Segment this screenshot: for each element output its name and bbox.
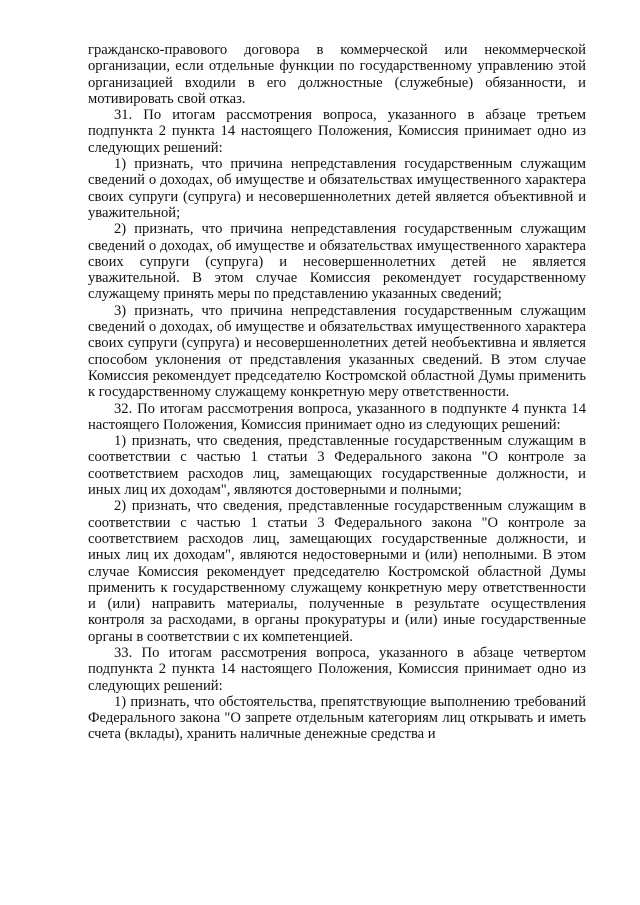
document-body <box>88 42 586 743</box>
paragraph-31-item-1: 1) признать, что причина непредставления государственным служащим сведений о доходах, об имуществе и обязательствах имущественного характера своих супруги (супруга) и несовершеннолетних детей является объективной и уважительной; <box>88 156 586 221</box>
paragraph-continuation: гражданско-правового договора в коммерческой или некоммерческой организации, если отдельные функции по государственному управлению этой организацией входили в его должностные (служебные) обязанности, и мотивировать свой отказ. <box>88 42 586 107</box>
paragraph-31-item-2: 2) признать, что причина непредставления государственным служащим сведений о доходах, об имуществе и обязательствах имущественного характера своих супруги (супруга) и несовершеннолетних детей не является уважительной. В этом случае Комиссия рекомендует государственному служащему принять меры по представлению указанных сведений; <box>88 221 586 303</box>
paragraph-32-item-2: 2) признать, что сведения, представленные государственным служащим в соответствии с частью 1 статьи 3 Федерального закона "О контроле за соответствием расходов лиц, замещающих государственные должности, и иных лиц их доходам", являются недостоверными и (или) неполными. В этом случае Комиссия рекомендует председателю Костромской областной Думы применить к государственному служащему конкретную меру ответственности и (или) направить материалы, полученные в результате осуществления контроля за расходами, в органы прокуратуры и (или) иные государственные органы в соответствии с их компетенцией. <box>88 498 586 645</box>
paragraph-32-item-1: 1) признать, что сведения, представленные государственным служащим в соответствии с частью 1 статьи 3 Федерального закона "О контроле за соответствием расходов лиц, замещающих государственные должности, и иных лиц их доходам", являются достоверными и полными; <box>88 433 586 499</box>
paragraph-33-item-1: 1) признать, что обстоятельства, препятствующие выполнению требований Федерального закона "О запрете отдельным категориям лиц открывать и иметь счета (вклады), хранить наличные денежные средства и <box>88 693 586 743</box>
paragraph-32: 32. По итогам рассмотрения вопроса, указанного в подпункте 4 пункта 14 настоящего Положения, Комиссия принимает одно из следующих решений: <box>88 400 586 433</box>
paragraph-31: 31. По итогам рассмотрения вопроса, указанного в абзаце третьем подпункта 2 пункта 14 настоящего Положения, Комиссия принимает одно из следующих решений: <box>88 107 586 156</box>
paragraph-33: 33. По итогам рассмотрения вопроса, указанного в абзаце четвертом подпункта 2 пункта 14 настоящего Положения, Комиссия принимает одно из следующих решений: <box>88 644 586 694</box>
paragraph-31-item-3: 3) признать, что причина непредставления государственным служащим сведений о доходах, об имуществе и обязательствах имущественного характера своих супруги (супруга) и несовершеннолетних детей необъективна и является способом уклонения от представления указанных сведений. В этом случае Комиссия рекомендует председателю Костромской областной Думы применить к государственному служащему конкретную меру ответственности. <box>88 302 586 401</box>
